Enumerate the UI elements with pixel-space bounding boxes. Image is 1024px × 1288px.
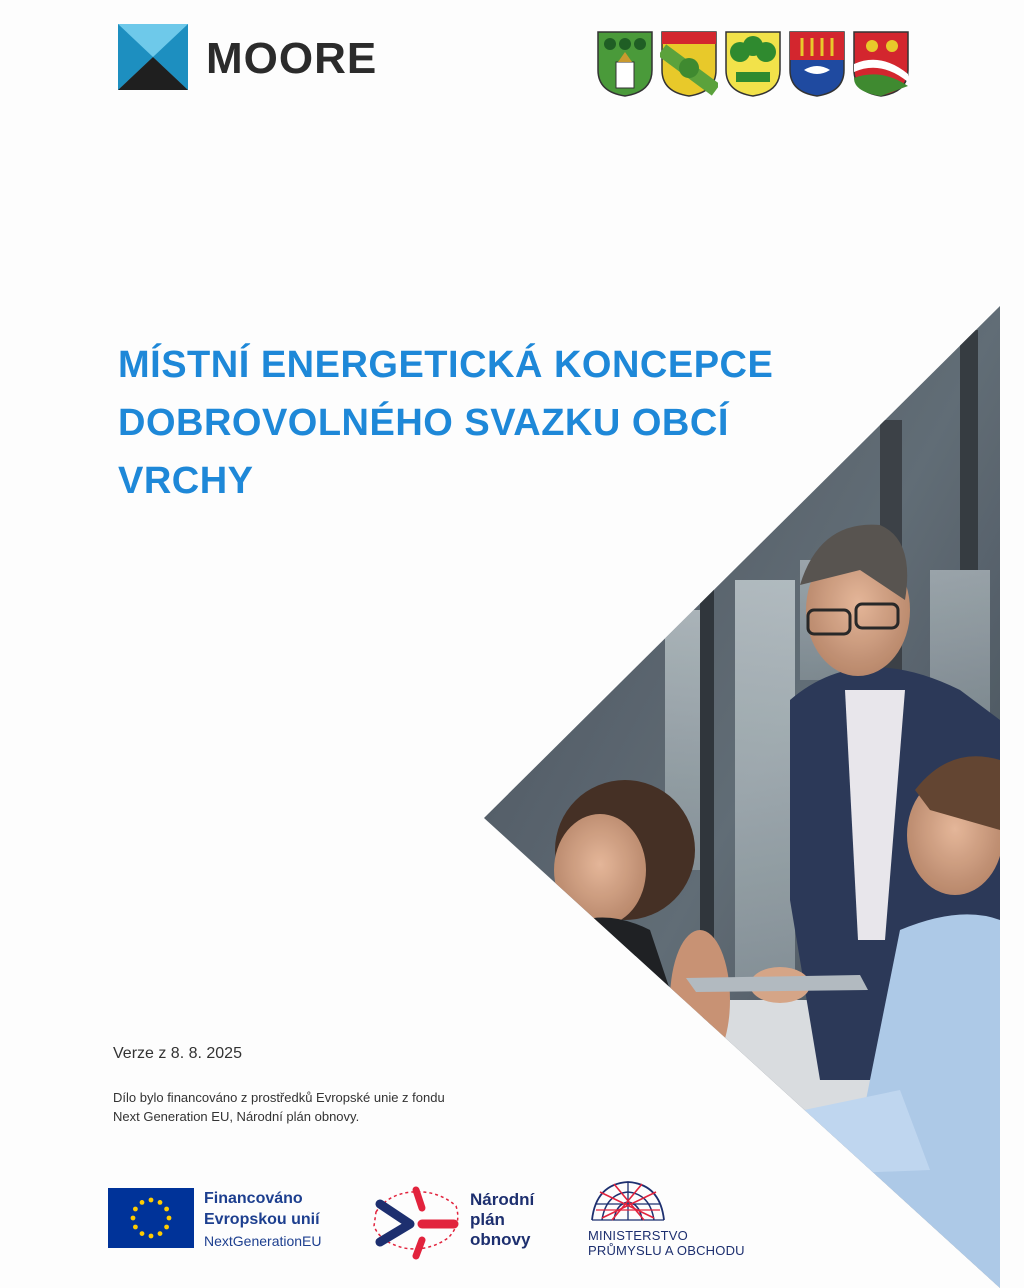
document-title — [118, 336, 838, 510]
crest-2-icon — [660, 30, 718, 98]
mpo-line-1: MINISTERSTVO — [588, 1228, 688, 1243]
crest-5-icon — [852, 30, 910, 98]
npo-logo — [368, 1180, 534, 1260]
moore-logo — [118, 24, 188, 90]
eu-funding-logo — [108, 1188, 322, 1252]
funding-line-1: Dílo bylo financováno z prostředků Evropské unie z fondu — [113, 1090, 445, 1105]
title-line-2: DOBROVOLNÉHO SVAZKU OBCÍ — [118, 402, 729, 444]
eu-line-1: Financováno — [204, 1190, 303, 1207]
version-date: Verze z 8. 8. 2025 — [113, 1045, 242, 1062]
municipal-crests — [596, 30, 910, 98]
crest-1-icon — [596, 30, 654, 98]
moore-wordmark: MOORE — [206, 34, 378, 83]
eu-flag-icon — [108, 1188, 194, 1248]
funding-note — [113, 1088, 533, 1126]
npo-text — [470, 1190, 534, 1250]
crest-4-icon — [788, 30, 846, 98]
mpo-logo — [588, 1180, 745, 1258]
npo-line-3: obnovy — [470, 1230, 531, 1249]
mpo-text — [588, 1228, 745, 1258]
crest-3-icon — [724, 30, 782, 98]
mpo-globe-icon — [588, 1180, 668, 1222]
mpo-line-2: PRŮMYSLU A OBCHODU — [588, 1243, 745, 1258]
eu-funding-text — [204, 1188, 322, 1252]
npo-line-1: Národní — [470, 1190, 535, 1209]
funding-line-2: Next Generation EU, Národní plán obnovy. — [113, 1109, 360, 1124]
npo-mark-icon — [368, 1180, 464, 1260]
eu-line-2: Evropskou unií — [204, 1211, 320, 1228]
title-line-3: VRCHY — [118, 460, 254, 502]
npo-line-2: plán — [470, 1210, 505, 1229]
eu-line-3: NextGenerationEU — [204, 1233, 322, 1249]
title-line-1: MÍSTNÍ ENERGETICKÁ KONCEPCE — [118, 344, 774, 386]
